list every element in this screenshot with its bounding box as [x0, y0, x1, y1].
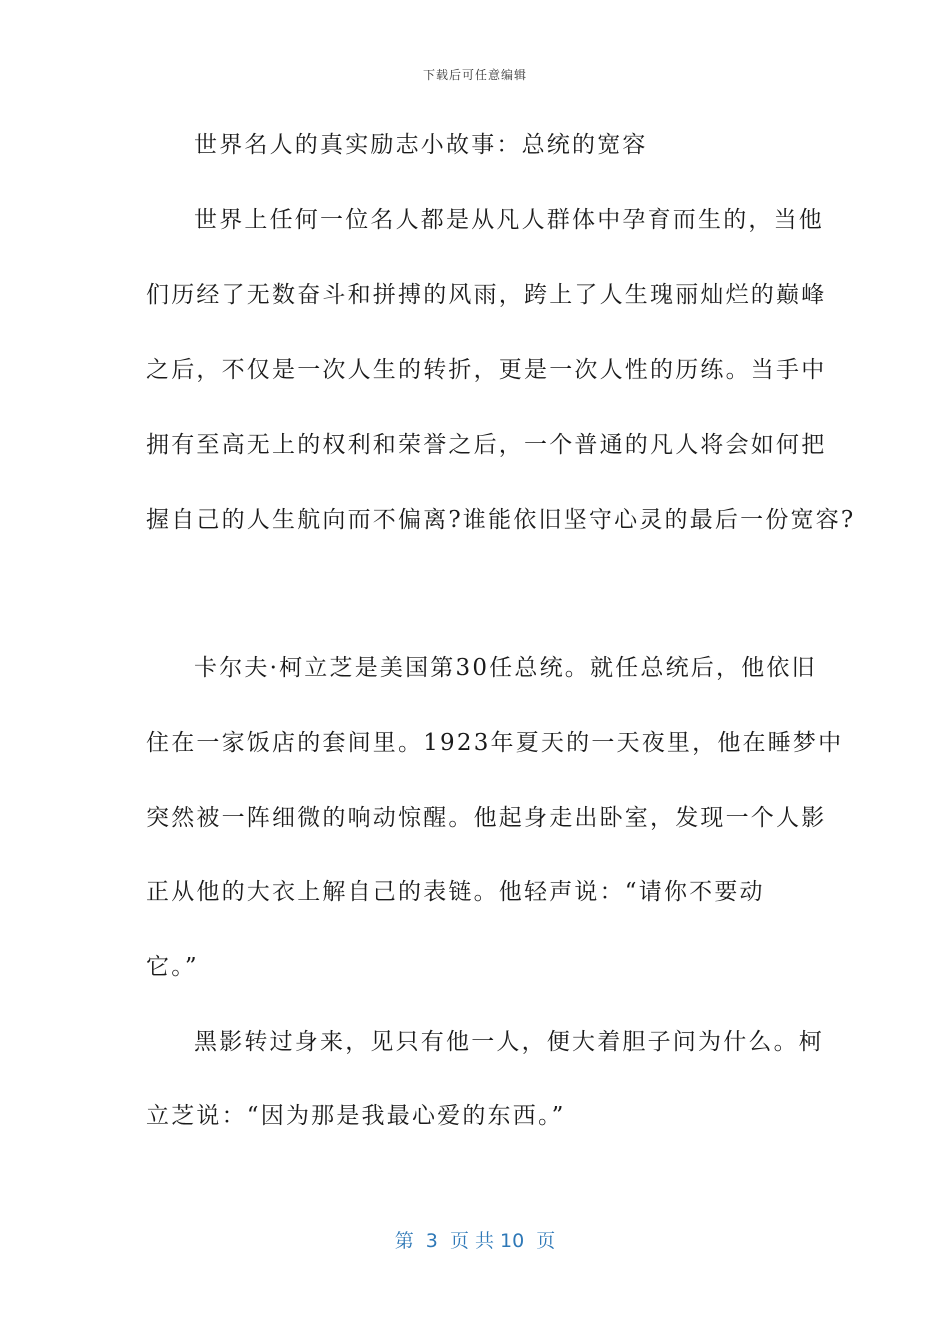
paragraph-1-line-3: 之后，不仅是一次人生的转折，更是一次人性的历练。当手中 [146, 357, 827, 383]
paragraph-1-line-2: 们历经了无数奋斗和拼搏的风雨，跨上了人生瑰丽灿烂的巅峰 [146, 282, 827, 308]
paragraph-2-line-5: 它。” [146, 954, 199, 980]
page-number-footer: 第 3 页 共 10 页 [394, 1230, 556, 1252]
paragraph-1-line-1: 世界上任何一位名人都是从凡人群体中孕育而生的，当他 [194, 207, 824, 233]
article-title: 世界名人的真实励志小故事：总统的宽容 [194, 132, 648, 158]
header-note: 下载后可任意编辑 [422, 68, 527, 82]
paragraph-2-line-4: 正从他的大衣上解自己的表链。他轻声说：“请你不要动 [146, 879, 765, 905]
paragraph-3-line-1: 黑影转过身来，见只有他一人，便大着胆子问为什么。柯 [194, 1029, 824, 1055]
paragraph-1-line-5: 握自己的人生航向而不偏离?谁能依旧坚守心灵的最后一份宽容? [146, 507, 856, 533]
paragraph-2-line-1: 卡尔夫·柯立芝是美国第30任总统。就任总统后，他依旧 [194, 655, 817, 681]
paragraph-3-line-2: 立芝说：“因为那是我最心爱的东西。” [146, 1103, 566, 1129]
paragraph-2-line-3: 突然被一阵细微的响动惊醒。他起身走出卧室，发现一个人影 [146, 805, 827, 831]
paragraph-2-line-2: 住在一家饭店的套间里。1923年夏天的一天夜里，他在睡梦中 [146, 730, 844, 756]
paragraph-1-line-4: 拥有至高无上的权利和荣誉之后，一个普通的凡人将会如何把 [146, 432, 827, 458]
